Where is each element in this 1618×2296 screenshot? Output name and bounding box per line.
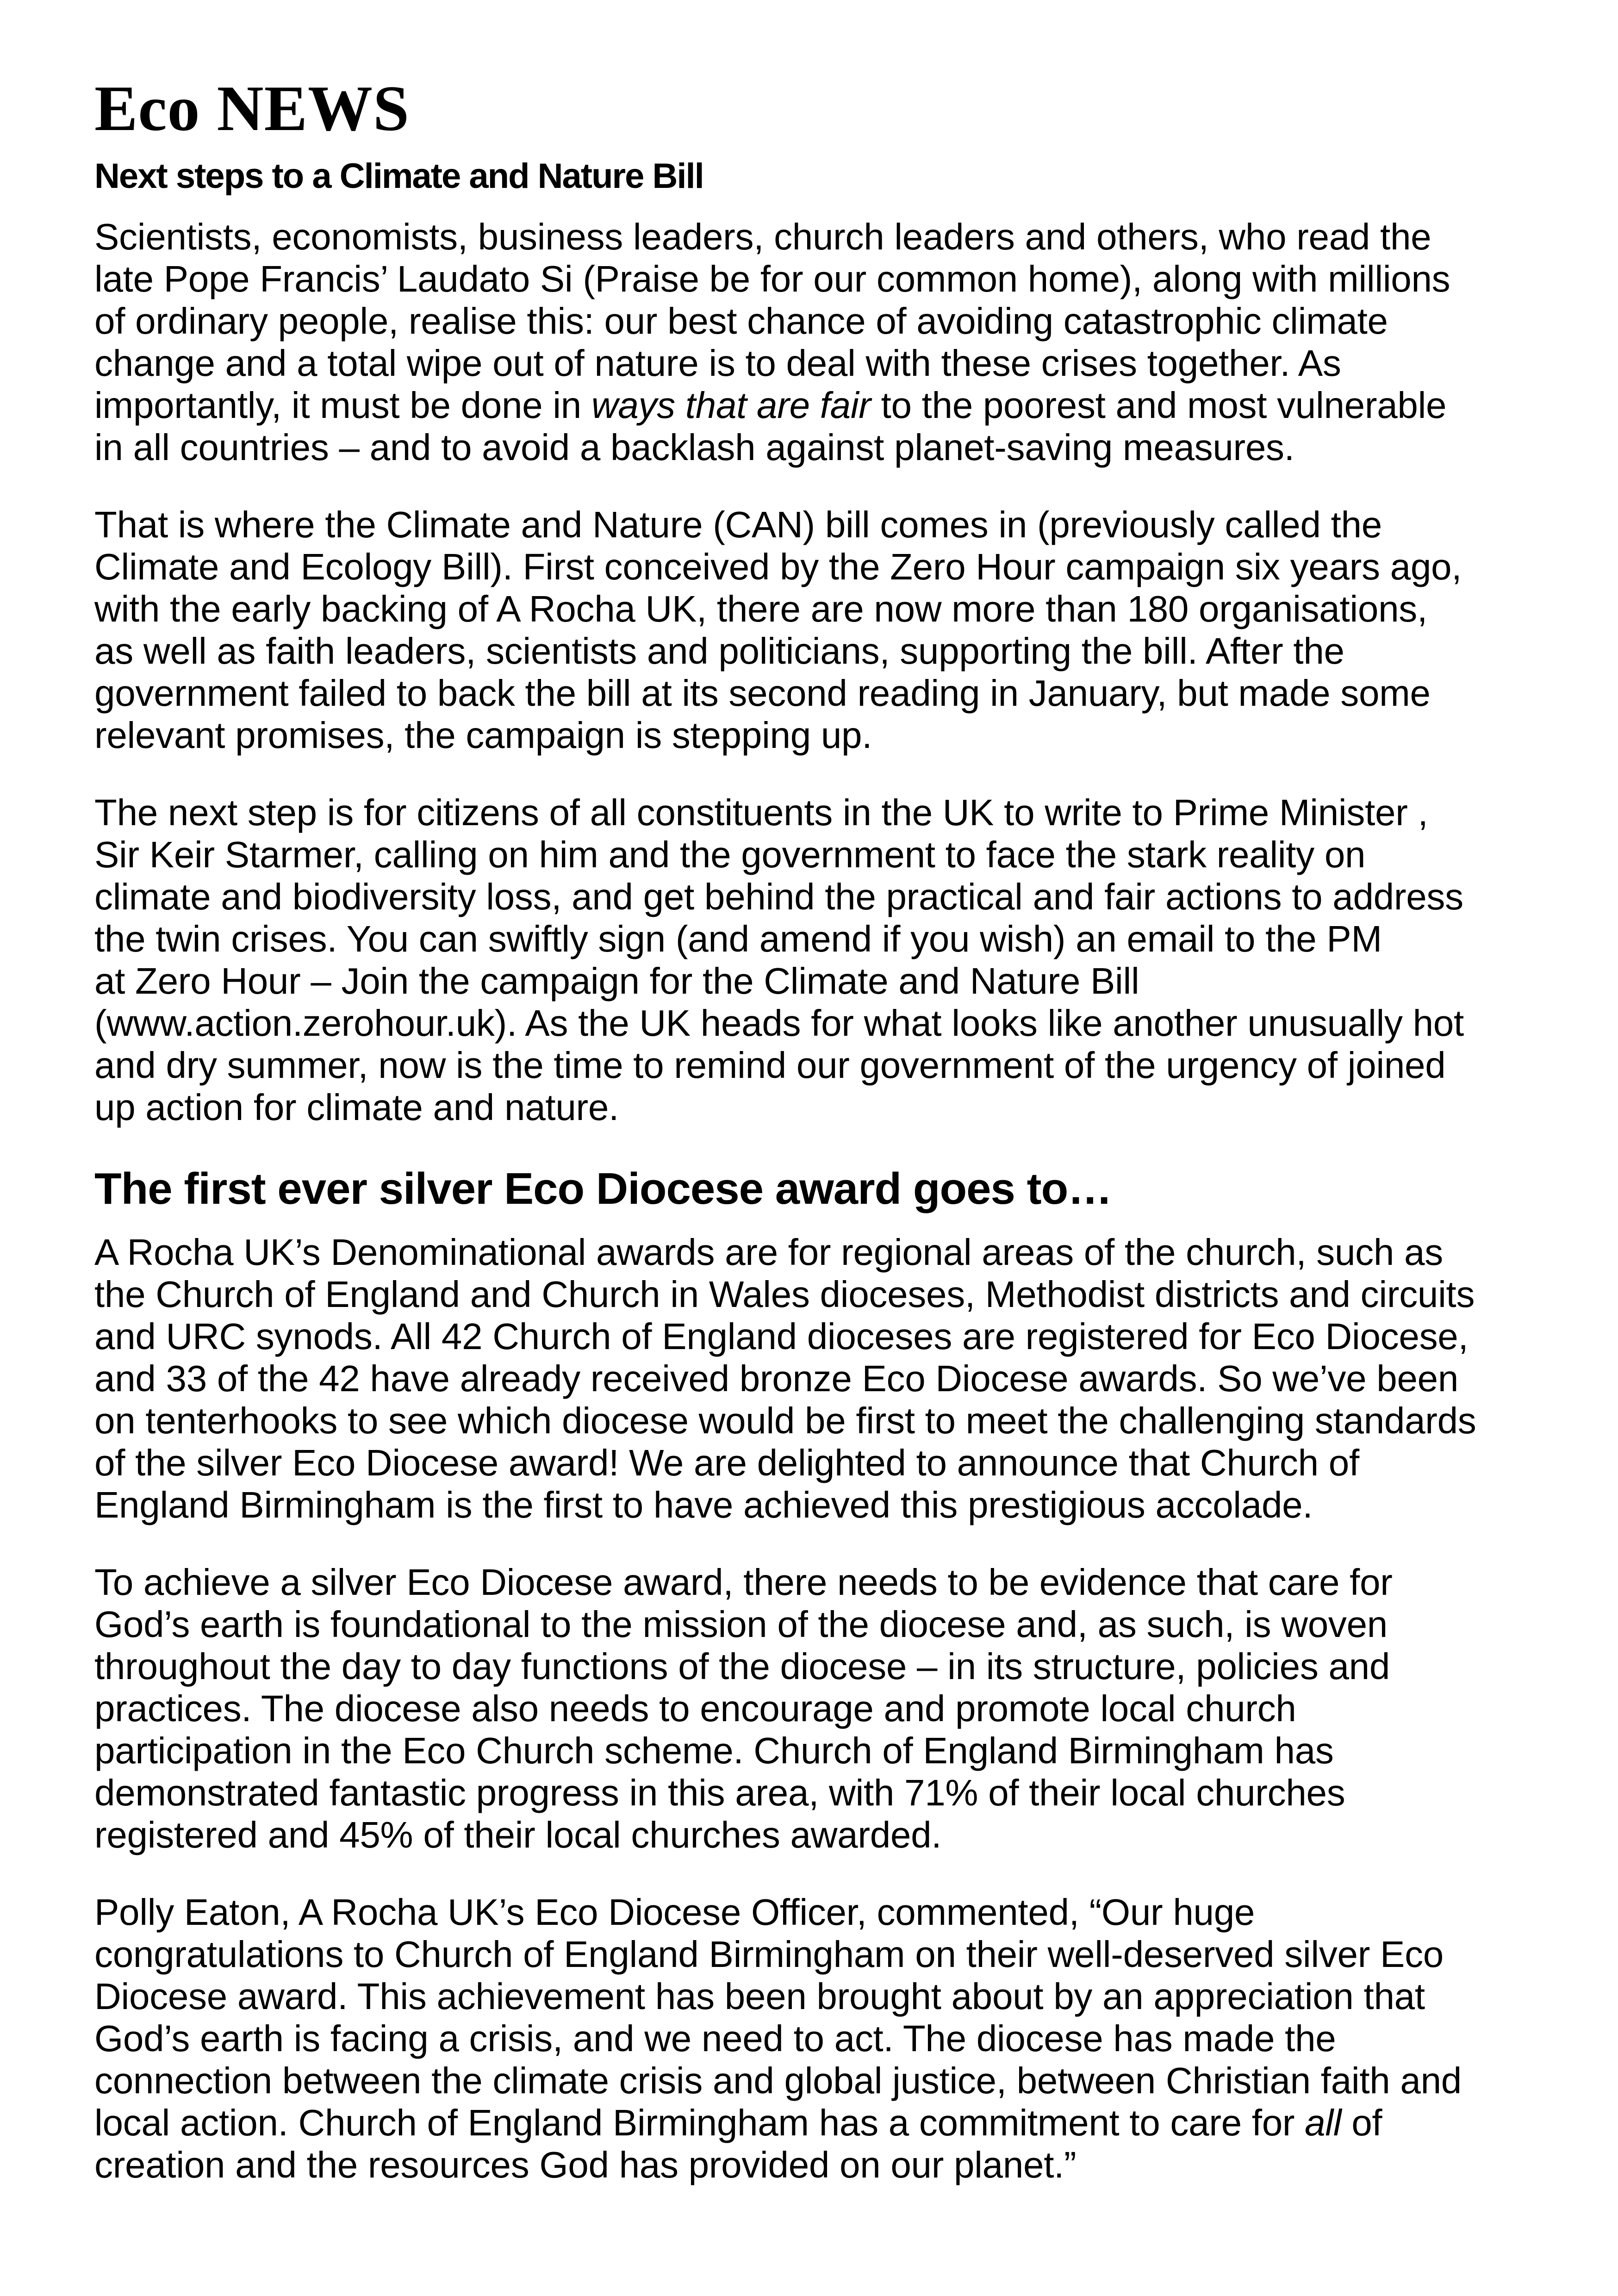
text-line: God’s earth is foundational to the mission of the diocese and, as such, is woven	[94, 1604, 1388, 1645]
emphasis-text: ways that are fair	[591, 385, 871, 426]
text-line: registered and 45% of their local churches awarded.	[94, 1814, 942, 1855]
text-line: the twin crises. You can swiftly sign (and amend if you wish) an email to the PM	[94, 918, 1382, 959]
text-line: God’s earth is facing a crisis, and we need to act. The diocese has made the	[94, 2018, 1336, 2059]
text-line: To achieve a silver Eco Diocese award, there needs to be evidence that care for	[94, 1562, 1393, 1603]
text-run: local action. Church of England Birmingham has a commitment to care for	[94, 2102, 1305, 2143]
article-paragraph	[94, 1561, 1557, 1856]
text-run: importantly, it must be done in	[94, 385, 591, 426]
text-line: England Birmingham is the first to have achieved this prestigious accolade.	[94, 1484, 1313, 1525]
text-line: up action for climate and nature.	[94, 1087, 619, 1128]
text-line: in all countries – and to avoid a backlash against planet-saving measures.	[94, 427, 1294, 468]
text-line: with the early backing of A Rocha UK, there are now more than 180 organisations,	[94, 588, 1427, 629]
text-line: Climate and Ecology Bill). First conceived by the Zero Hour campaign six years ago,	[94, 546, 1462, 587]
article-headline: Next steps to a Climate and Nature Bill	[94, 156, 703, 196]
article-silver-eco-diocese	[94, 1164, 1557, 2186]
text-line: That is where the Climate and Nature (CAN) bill comes in (previously called the	[94, 504, 1382, 545]
text-line: Scientists, economists, business leaders, church leaders and others, who read the	[94, 216, 1431, 257]
text-line: demonstrated fantastic progress in this area, with 71% of their local churches	[94, 1772, 1345, 1813]
text-line: throughout the day to day functions of the diocese – in its structure, policies and	[94, 1646, 1390, 1687]
text-line: as well as faith leaders, scientists and politicians, supporting the bill. After the	[94, 630, 1344, 672]
text-line: practices. The diocese also needs to encourage and promote local church	[94, 1688, 1296, 1729]
text-line: the Church of England and Church in Wales dioceses, Methodist districts and circuits	[94, 1274, 1475, 1315]
text-line: at Zero Hour – Join the campaign for the Climate and Nature Bill	[94, 960, 1139, 1002]
masthead-title: Eco NEWS	[94, 73, 410, 144]
text-line: change and a total wipe out of nature is to deal with these crises together. As	[94, 342, 1341, 384]
text-line: Polly Eaton, A Rocha UK’s Eco Diocese Officer, commented, “Our huge	[94, 1892, 1255, 1933]
text-line: The next step is for citizens of all constituents in the UK to write to Prime Minister ,	[94, 792, 1428, 833]
text-line: (www.action.zerohour.uk). As the UK heads for what looks like another unusually hot	[94, 1002, 1464, 1044]
article-paragraph	[94, 504, 1557, 756]
article-headline: The first ever silver Eco Diocese award goes to…	[94, 1164, 1112, 1213]
text-line: and 33 of the 42 have already received bronze Eco Diocese awards. So we’ve been	[94, 1358, 1459, 1399]
text-line: participation in the Eco Church scheme. Church of England Birmingham has	[94, 1730, 1334, 1771]
emphasis-text: all	[1305, 2102, 1342, 2143]
text-line: relevant promises, the campaign is stepping up.	[94, 715, 872, 756]
text-line: and URC synods. All 42 Church of England dioceses are registered for Eco Diocese,	[94, 1316, 1469, 1357]
text-line: A Rocha UK’s Denominational awards are for regional areas of the church, such as	[94, 1232, 1443, 1273]
text-line: on tenterhooks to see which diocese would be first to meet the challenging standards	[94, 1400, 1476, 1441]
text-line: Sir Keir Starmer, calling on him and the government to face the stark reality on	[94, 834, 1366, 875]
text-line: climate and biodiversity loss, and get behind the practical and fair actions to address	[94, 876, 1463, 917]
text-line: of ordinary people, realise this: our best chance of avoiding catastrophic climate	[94, 300, 1388, 342]
article-climate-nature-bill	[94, 156, 1557, 1128]
text-run: of	[1341, 2102, 1382, 2143]
newsletter-page	[94, 74, 1557, 2221]
text-line: government failed to back the bill at its second reading in January, but made some	[94, 672, 1431, 714]
article-paragraph	[94, 791, 1557, 1128]
text-line: creation and the resources God has provided on our planet.”	[94, 2144, 1077, 2185]
text-line: late Pope Francis’ Laudato Si (Praise be for our common home), along with millions	[94, 258, 1450, 299]
article-paragraph	[94, 216, 1557, 468]
text-line: of the silver Eco Diocese award! We are delighted to announce that Church of	[94, 1442, 1359, 1483]
text-run: to the poorest and most vulnerable	[871, 385, 1447, 426]
text-line: and dry summer, now is the time to remind our government of the urgency of joined	[94, 1045, 1446, 1086]
text-line: connection between the climate crisis and global justice, between Christian faith and	[94, 2060, 1462, 2101]
text-line	[94, 2102, 1557, 2144]
text-line: congratulations to Church of England Birmingham on their well-deserved silver Eco	[94, 1934, 1444, 1975]
text-line	[94, 384, 1557, 426]
text-line: Diocese award. This achievement has been brought about by an appreciation that	[94, 1976, 1425, 2017]
article-paragraph	[94, 1231, 1557, 1526]
article-paragraph	[94, 1891, 1557, 2186]
